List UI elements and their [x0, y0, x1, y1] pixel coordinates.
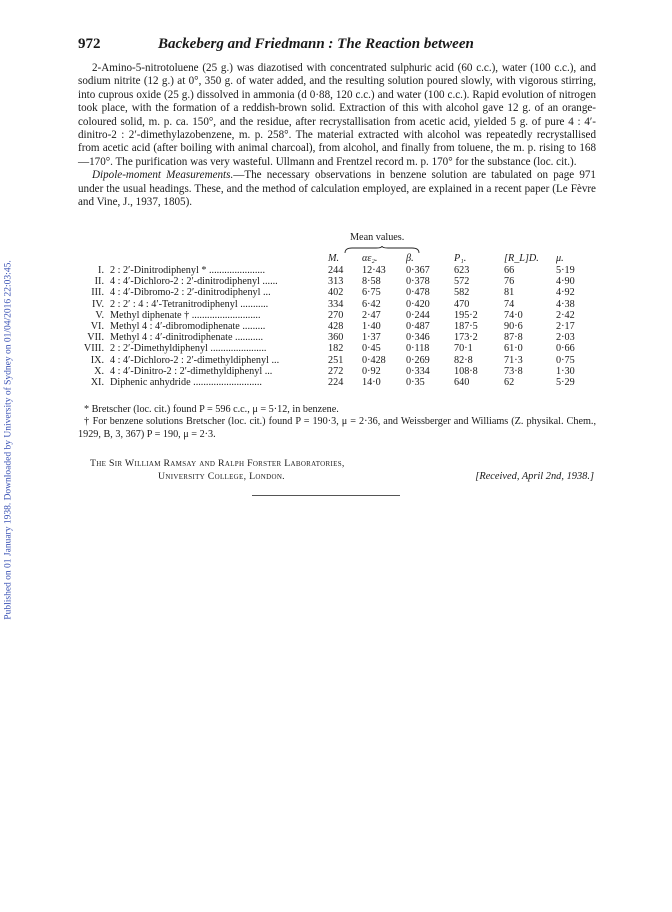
substance-name: 4 : 4′-Dinitro-2 : 2′-dimethyldiphenyl ... — [110, 365, 273, 377]
mu-value: 4·38 — [556, 298, 575, 310]
substance-name: 4 : 4′-Dichloro-2 : 2′-dimethyldiphenyl ... — [110, 354, 280, 366]
footnote-asterisk: * Bretscher (loc. cit.) found P = 596 c.c., μ = 5·12, in benzene. — [84, 404, 339, 415]
p1-value: 623 — [454, 265, 470, 276]
footnotes — [78, 404, 596, 441]
paragraph-experimental: 2-Amino-5-nitrotoluene (25 g.) was diazotised with concentrated sulphuric acid (60 c.c.), water (100 c.c.), and sodium nitrite (12 g.) at 0°, 350 g. of water added, and the resulting solution poured slowly, with vigorous stirring, into cuprous oxide (25 g.) dissolved in ammonia (d 0·88, 120 c.c.) and water (100 c.c.). Rapid evolution of nitrogen took place, with the formation of a reddish-brown solid. Extraction of this with alcohol gave 12 g. of an orange-coloured solid, m. p. ca. 150°, and the residue, after recrystallisation from acetic acid, yielded 5 g. of pure 4 : 4′-dinitro-2 : 2′-dimethylazobenzene, m. p. 258°. The material extracted with alcohol was repeatedly recrystallised from acetic acid (after boiling with animal charcoal), from alcohol, and finally from toluene, the m. p. rising to 168—170°. The purification was very wasteful. Ullmann and Frentzel record m. p. 170° for the substance (loc. cit.). — [78, 62, 596, 168]
table-row — [78, 265, 596, 276]
paragraph-dipole-text: —The necessary observations in benzene solution are tabulated on page 971 under the usual headings. These, and the method of calculation employed, are explained in a recent paper (Le Fèvre and Vine, J., 1937, 1805). — [78, 169, 596, 209]
molecular-weight: 402 — [328, 287, 344, 299]
table-row — [78, 321, 596, 332]
molecular-weight: 313 — [328, 276, 344, 288]
substance-name: 2 : 2′-Dimethyldiphenyl ...................... — [110, 343, 267, 355]
table-row — [78, 377, 596, 388]
rl-value: 73·8 — [504, 365, 523, 377]
beta-value: 0·334 — [406, 365, 430, 377]
mean-values-header: Mean values. — [350, 232, 405, 243]
molecular-weight: 272 — [328, 365, 344, 377]
end-rule — [252, 495, 400, 496]
row-number: X. — [94, 365, 104, 377]
p1-value: 108·8 — [454, 365, 478, 377]
row-number: IV. — [92, 298, 104, 310]
rl-value: 87·8 — [504, 332, 523, 344]
mu-value: 2·42 — [556, 309, 575, 321]
p1-value: 173·2 — [454, 332, 478, 344]
mu-value: 0·66 — [556, 343, 575, 355]
p1-value: 582 — [454, 287, 470, 299]
page-number: 972 — [78, 36, 101, 52]
download-watermark — [1, 140, 17, 740]
header-cell-m: M. — [328, 252, 340, 264]
p1-value: 640 — [454, 377, 470, 389]
row-number: V. — [95, 309, 104, 321]
header-cell-alpha-epsilon: αε₂. — [362, 252, 378, 264]
affiliation-block — [78, 458, 596, 488]
p1-value: 195·2 — [454, 309, 478, 321]
rl-value: 71·3 — [504, 354, 523, 366]
header-cell-rl: [R_L]D. — [504, 252, 539, 264]
substance-name: Methyl 4 : 4′-dinitrodiphenate ........... — [110, 332, 264, 344]
header-cell-substance — [110, 252, 328, 265]
paragraph-dipole-measurements — [78, 169, 596, 209]
table-row — [78, 276, 596, 287]
header-cell-beta: β. — [406, 252, 414, 264]
mu-value: 0·75 — [556, 354, 575, 366]
table-row — [78, 355, 596, 366]
beta-value: 0·244 — [406, 309, 430, 321]
table-header-row — [78, 252, 596, 265]
alpha-epsilon-value: 14·0 — [362, 377, 381, 389]
rl-value: 61·0 — [504, 343, 523, 355]
table-body — [78, 265, 596, 388]
molecular-weight: 182 — [328, 343, 344, 355]
beta-value: 0·478 — [406, 287, 430, 299]
header-cell-mu: μ. — [556, 252, 564, 264]
p1-value: 187·5 — [454, 321, 478, 333]
table-row — [78, 287, 596, 298]
rl-value: 81 — [504, 287, 515, 299]
substance-name: Diphenic anhydride ........................... — [110, 377, 262, 389]
alpha-epsilon-value: 6·75 — [362, 287, 381, 299]
beta-value: 0·118 — [406, 343, 430, 355]
laboratory-name: The Sir William Ramsay and Ralph Forster Laboratories, — [90, 458, 345, 469]
row-number: I. — [98, 265, 104, 276]
header-cell-p1: P₁. — [454, 252, 467, 264]
rl-value: 76 — [504, 276, 515, 288]
row-number: II. — [94, 276, 104, 288]
substance-name: Methyl 4 : 4′-dibromodiphenate ......... — [110, 321, 266, 333]
table-row — [78, 310, 596, 321]
alpha-epsilon-value: 8·58 — [362, 276, 381, 288]
data-table — [78, 252, 596, 388]
rl-value: 90·6 — [504, 321, 523, 333]
p1-value: 70·1 — [454, 343, 473, 355]
rl-value: 74 — [504, 298, 515, 310]
molecular-weight: 251 — [328, 354, 344, 366]
substance-name: 2 : 2′-Dinitrodiphenyl * ...................... — [110, 265, 266, 276]
alpha-epsilon-value: 1·40 — [362, 321, 381, 333]
alpha-epsilon-value: 0·92 — [362, 365, 381, 377]
beta-value: 0·487 — [406, 321, 430, 333]
beta-value: 0·420 — [406, 298, 430, 310]
mu-value: 2·03 — [556, 332, 575, 344]
rl-value: 62 — [504, 377, 515, 389]
substance-name: 4 : 4′-Dichloro-2 : 2′-dinitrodiphenyl ...... — [110, 276, 278, 288]
p1-value: 572 — [454, 276, 470, 288]
molecular-weight: 270 — [328, 309, 344, 321]
substance-name: 4 : 4′-Dibromo-2 : 2′-dinitrodiphenyl ... — [110, 287, 271, 299]
beta-value: 0·269 — [406, 354, 430, 366]
beta-value: 0·378 — [406, 276, 430, 288]
download-watermark-text: Published on 01 January 1938. Downloaded by University of Sydney on 01/04/2016 22:03:45. — [4, 260, 15, 620]
table-row — [78, 332, 596, 343]
mu-value: 4·90 — [556, 276, 575, 288]
alpha-epsilon-value: 0·428 — [362, 354, 386, 366]
row-number: VI. — [90, 321, 104, 333]
row-number: IX. — [90, 354, 104, 366]
mu-value: 2·17 — [556, 321, 575, 333]
alpha-epsilon-value: 12·43 — [362, 265, 386, 276]
rl-value: 74·0 — [504, 309, 523, 321]
p1-value: 470 — [454, 298, 470, 310]
row-number: XI. — [90, 377, 104, 389]
rl-value: 66 — [504, 265, 515, 276]
mu-value: 5·19 — [556, 265, 575, 276]
alpha-epsilon-value: 1·37 — [362, 332, 381, 344]
college-name: University College, London. — [158, 471, 285, 482]
molecular-weight: 244 — [328, 265, 344, 276]
molecular-weight: 428 — [328, 321, 344, 333]
p1-value: 82·8 — [454, 354, 473, 366]
row-number: VIII. — [83, 343, 104, 355]
molecular-weight: 334 — [328, 298, 344, 310]
article-body — [78, 62, 596, 209]
molecular-weight: 224 — [328, 377, 344, 389]
row-number: III. — [91, 287, 104, 299]
alpha-epsilon-value: 0·45 — [362, 343, 381, 355]
alpha-epsilon-value: 2·47 — [362, 309, 381, 321]
table-row — [78, 299, 596, 310]
beta-value: 0·346 — [406, 332, 430, 344]
footnote-dagger: † For benzene solutions Bretscher (loc. cit.) found P = 190·3, μ = 2·36, and Weissberger and Williams (Z. physikal. Chem., 1929, B, 3, 367) P = 190, μ = 2·3. — [78, 416, 596, 440]
beta-value: 0·35 — [406, 377, 425, 389]
page-header — [78, 36, 596, 58]
mu-value: 5·29 — [556, 377, 575, 389]
mu-value: 1·30 — [556, 365, 575, 377]
substance-name: 2 : 2′ : 4 : 4′-Tetranitrodiphenyl ........... — [110, 298, 269, 310]
substance-name: Methyl diphenate † ........................... — [110, 309, 261, 321]
header-cell-number — [78, 252, 110, 265]
table-row — [78, 366, 596, 377]
molecular-weight: 360 — [328, 332, 344, 344]
received-date: [Received, April 2nd, 1938.] — [475, 471, 594, 482]
running-head: Backeberg and Friedmann : The Reaction between — [158, 36, 474, 52]
row-number: VII. — [87, 332, 104, 344]
beta-value: 0·367 — [406, 265, 430, 276]
paragraph-lead-in: Dipole-moment Measurements. — [92, 169, 234, 182]
table-row — [78, 343, 596, 354]
alpha-epsilon-value: 6·42 — [362, 298, 381, 310]
mu-value: 4·92 — [556, 287, 575, 299]
